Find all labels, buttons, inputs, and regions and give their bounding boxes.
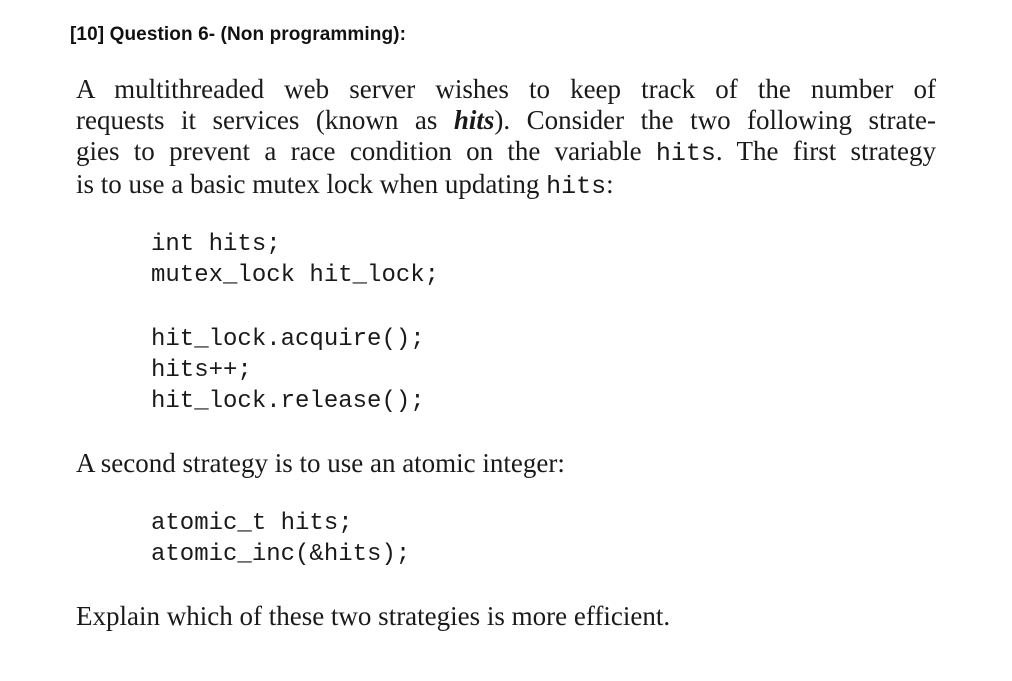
code-line: hit_lock.acquire(); (151, 326, 425, 353)
emphasis-hits: hits (453, 105, 495, 135)
code-line: atomic_t hits; (151, 510, 353, 537)
paragraph-1-line-1: A multithreaded web server wishes to keep track of the number of (76, 74, 936, 104)
question-paragraph-3: Explain which of these two strategies is more efficient. (76, 601, 671, 631)
question-paragraph-2: A second strategy is to use an atomic integer: (76, 448, 565, 478)
text-segment: gies to prevent a race condition on the variable (76, 136, 656, 166)
code-block-declarations (151, 229, 439, 291)
question-paragraph-1 (76, 74, 936, 202)
text-segment: . The first strategy (715, 136, 936, 166)
inline-code-hits: hits (546, 172, 607, 201)
question-heading: [10] Question 6- (Non programming): (70, 24, 406, 45)
code-line: hits++; (151, 357, 252, 384)
code-line: atomic_inc(&hits); (151, 541, 411, 568)
text-segment: requests it services (known as (76, 105, 454, 135)
text-segment: is to use a basic mutex lock when updating (76, 169, 547, 199)
paragraph-1-line-4 (76, 169, 936, 202)
inline-code-hits: hits (655, 139, 716, 168)
code-line: hit_lock.release(); (151, 388, 425, 415)
text-segment: : (606, 169, 614, 199)
text-segment: ). Consider the two following strate- (494, 105, 936, 135)
paragraph-1-line-3 (76, 136, 936, 169)
code-line: mutex_lock hit_lock; (151, 262, 440, 289)
paragraph-1-line-2 (76, 105, 936, 136)
code-line: int hits; (151, 231, 281, 258)
code-block-atomic (151, 508, 410, 570)
code-block-critical-section (151, 324, 425, 417)
